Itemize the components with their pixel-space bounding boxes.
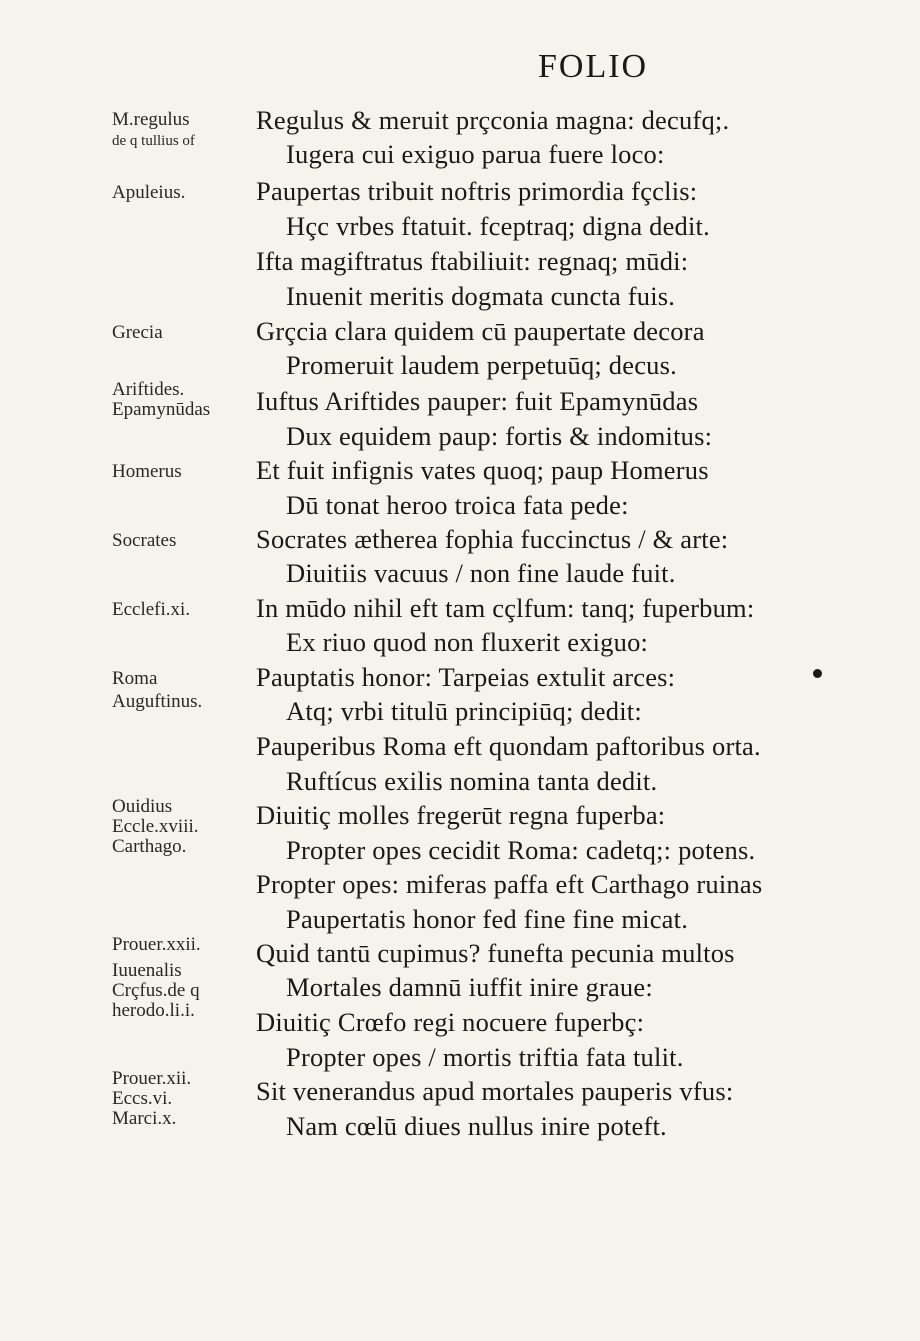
verse-line: Dux equidem paup: fortis & indomitus: xyxy=(286,421,713,451)
verse-line: Promeruit laudem perpetuūq; decus. xyxy=(286,350,677,380)
verse-line: Dū tonat heroo troica fata pede: xyxy=(286,490,629,520)
margin-note: Apuleius. xyxy=(112,182,186,203)
verse-line: Inuenit meritis dogmata cuncta fuis. xyxy=(286,281,676,311)
margin-note: Socrates xyxy=(112,530,177,551)
verse-line: Paupertatis honor fed fine fine micat. xyxy=(286,904,689,934)
margin-note: Homerus xyxy=(112,461,182,482)
verse-line: Diuitiç molles fregerūt regna fuperba: xyxy=(256,800,666,830)
margin-note: Ouidius xyxy=(112,796,173,817)
margin-note: Ecclefi.xi. xyxy=(112,599,191,620)
verse-line: Grçcia clara quidem cū paupertate decora xyxy=(256,316,705,346)
verse-line: Ifta magiftratus ftabiliuit: regnaq; mūdi: xyxy=(256,246,689,276)
margin-note: Crçfus.de q xyxy=(112,980,200,1001)
margin-note: M.regulus xyxy=(112,109,190,130)
verse-line: Hçc vrbes ftatuit. fceptraq; digna dedit. xyxy=(286,211,710,241)
verse-line: Atq; vrbi titulū principiūq; dedit: xyxy=(286,696,642,726)
ink-dot xyxy=(813,669,822,678)
verse-line: Propter opes: miferas paffa eft Carthago ruinas xyxy=(256,869,763,899)
verse-line: Regulus & meruit prçconia magna: decufq;. xyxy=(256,105,730,135)
margin-note: Eccle.xviii. xyxy=(112,816,199,837)
margin-note: Marci.x. xyxy=(112,1108,177,1129)
margin-note: Carthago. xyxy=(112,836,187,857)
verse-line: Ruftícus exilis nomina tanta dedit. xyxy=(286,766,658,796)
verse-line: Iuftus Ariftides pauper: fuit Epamynūdas xyxy=(256,386,699,416)
verse-line: Quid tantū cupimus? funefta pecunia multos xyxy=(256,938,735,968)
verse-line: Diuitiç Crœfo regi nocuere fuperbç: xyxy=(256,1007,645,1037)
verse-line: Iugera cui exiguo parua fuere loco: xyxy=(286,139,665,169)
verse-line: Nam cœlū diues nullus inire poteft. xyxy=(286,1111,667,1141)
verse-line: Et fuit infignis vates quoq; paup Homerus xyxy=(256,455,709,485)
verse-line: Propter opes / mortis triftia fata tulit. xyxy=(286,1042,684,1072)
margin-note: Epamynūdas xyxy=(112,399,211,420)
margin-note: Auguftinus. xyxy=(112,691,203,712)
verse-line: Ex riuo quod non fluxerit exiguo: xyxy=(286,627,649,657)
verse-line: Propter opes cecidit Roma: cadetq;: potens. xyxy=(286,835,756,865)
verse-line: Pauptatis honor: Tarpeias extulit arces: xyxy=(256,662,676,692)
margin-note: Iuuenalis xyxy=(112,960,182,981)
page-header: FOLIO xyxy=(538,48,649,85)
margin-note: Roma xyxy=(112,668,158,689)
margin-note: Prouer.xii. xyxy=(112,1068,192,1089)
verse-line: Pauperibus Roma eft quondam paftoribus orta. xyxy=(256,731,761,761)
margin-note: herodo.li.i. xyxy=(112,1000,195,1021)
margin-note: Grecia xyxy=(112,322,163,343)
verse-line: Sit venerandus apud mortales pauperis vfus: xyxy=(256,1076,734,1106)
margin-note: de q tullius of xyxy=(112,133,195,149)
margin-note: Ariftides. xyxy=(112,379,185,400)
margin-note: Prouer.xxii. xyxy=(112,934,201,955)
verse-line: Diuitiis vacuus / non fine laude fuit. xyxy=(286,558,676,588)
margin-note: Eccs.vi. xyxy=(112,1088,173,1109)
verse-line: Mortales damnū iuffit inire graue: xyxy=(286,972,653,1002)
verse-line: Socrates ætherea fophia fuccinctus / & arte: xyxy=(256,524,729,554)
verse-line: Paupertas tribuit noftris primordia fçclis: xyxy=(256,176,698,206)
verse-line: In mūdo nihil eft tam cçlfum: tanq; fuperbum: xyxy=(256,593,755,623)
